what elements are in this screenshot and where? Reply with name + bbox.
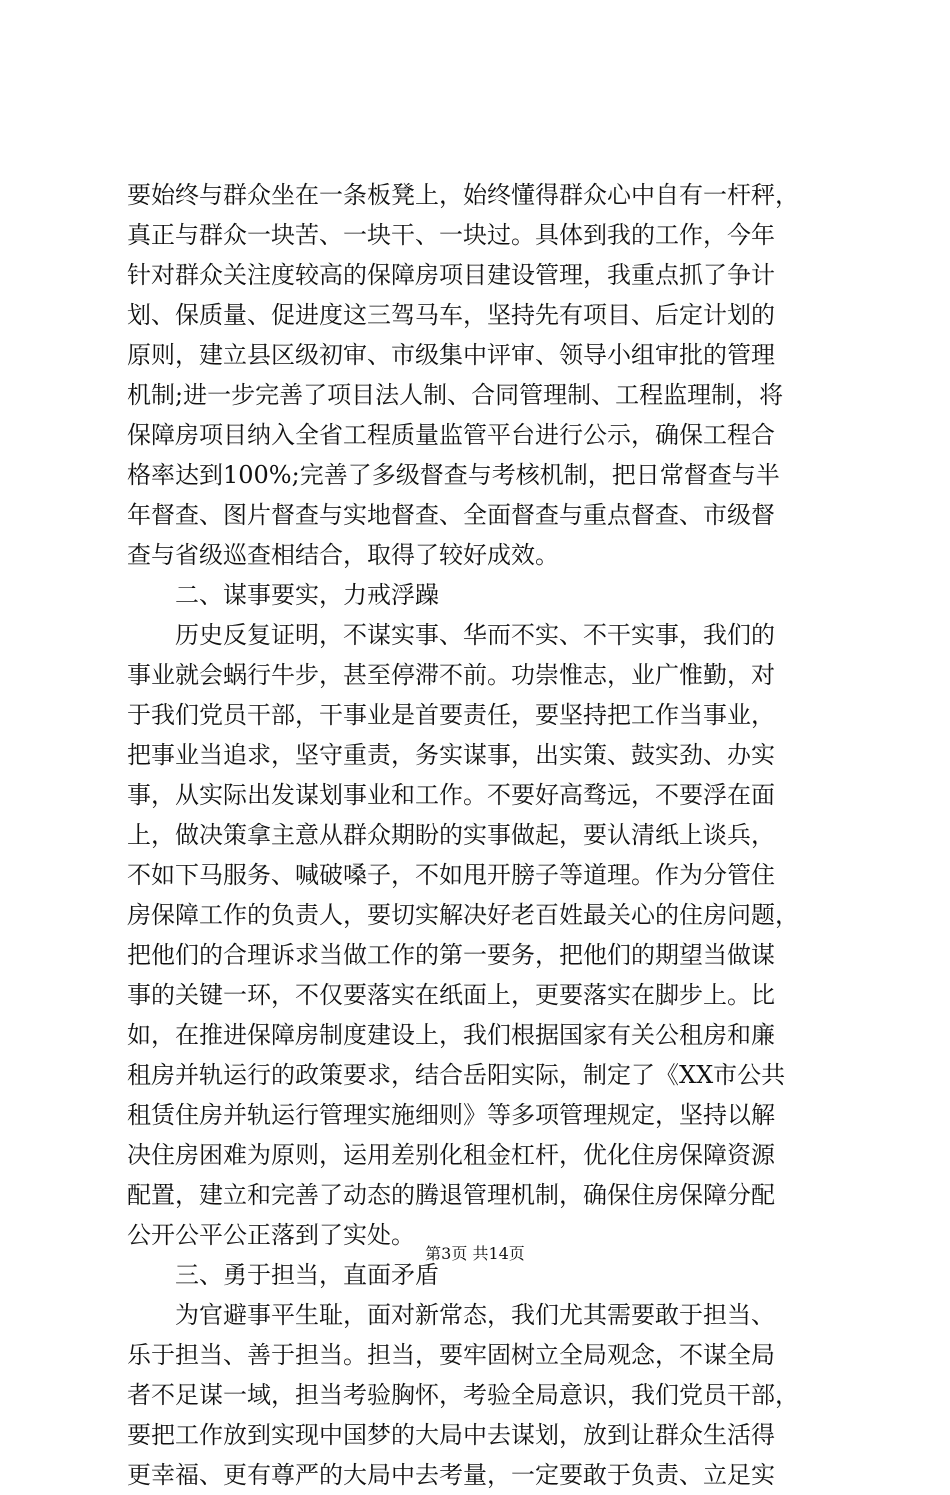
text-line: 把他们的合理诉求当做工作的第一要务，把他们的期望当做谋 [127,941,775,969]
text-line: 格率达到100%;完善了多级督查与考核机制，把日常督查与半 [127,461,780,489]
text-line: 要把工作放到实现中国梦的大局中去谋划，放到让群众生活得 [127,1421,775,1449]
text-line: 真正与群众一块苦、一块干、一块过。具体到我的工作，今年 [127,221,775,249]
text-line: 如，在推进保障房制度建设上，我们根据国家有关公租房和廉 [127,1021,775,1049]
text-line: 租赁住房并轨运行管理实施细则》等多项管理规定，坚持以解 [127,1101,775,1129]
text-line: 要始终与群众坐在一条板凳上，始终懂得群众心中自有一杆秤， [127,181,799,209]
text-line: 原则，建立县区级初审、市级集中评审、领导小组审批的管理 [127,341,775,369]
text-line: 保障房项目纳入全省工程质量监管平台进行公示，确保工程合 [127,421,775,449]
page-number-footer: 第3页 共14页 [425,1244,525,1263]
text-line: 决住房困难为原则，运用差别化租金杠杆，优化住房保障资源 [127,1141,775,1169]
text-line: 事，从实际出发谋划事业和工作。不要好高骛远，不要浮在面 [127,781,775,809]
text-line: 为官避事平生耻，面对新常态，我们尤其需要敢于担当、 [175,1301,775,1329]
text-line: 历史反复证明，不谋实事、华而不实、不干实事，我们的 [175,621,775,649]
section-heading: 三、勇于担当，直面矛盾 [175,1261,439,1289]
text-line: 事业就会蜗行牛步，甚至停滞不前。功崇惟志，业广惟勤，对 [127,661,775,689]
text-line: 上，做决策拿主意从群众期盼的实事做起，要认清纸上谈兵， [127,821,775,849]
text-line: 机制;进一步完善了项目法人制、合同管理制、工程监理制，将 [127,381,784,409]
text-line: 房保障工作的负责人，要切实解决好老百姓最关心的住房问题， [127,901,799,929]
text-line: 不如下马服务、喊破嗓子，不如甩开膀子等道理。作为分管住 [127,861,775,889]
text-line: 配置，建立和完善了动态的腾退管理机制，确保住房保障分配 [127,1181,775,1209]
text-line: 事的关键一环，不仅要落实在纸面上，更要落实在脚步上。比 [127,981,775,1009]
text-line: 把事业当追求，坚守重责，务实谋事，出实策、鼓实劲、办实 [127,741,775,769]
text-line: 针对群众关注度较高的保障房项目建设管理，我重点抓了争计 [127,261,775,289]
text-line: 乐于担当、善于担当。担当，要牢固树立全局观念，不谋全局 [127,1341,775,1369]
body-text [127,175,827,1495]
section-heading: 二、谋事要实，力戒浮躁 [175,581,439,609]
text-line: 查与省级巡查相结合，取得了较好成效。 [127,541,559,569]
text-line: 于我们党员干部，干事业是首要责任，要坚持把工作当事业， [127,701,775,729]
text-line: 年督查、图片督查与实地督查、全面督查与重点督查、市级督 [127,501,775,529]
text-line: 划、保质量、促进度这三驾马车，坚持先有项目、后定计划的 [127,301,775,329]
text-line: 者不足谋一域，担当考验胸怀，考验全局意识，我们党员干部， [127,1381,799,1409]
text-line: 公开公平公正落到了实处。 [127,1221,415,1249]
text-line: 租房并轨运行的政策要求，结合岳阳实际，制定了《XX市公共 [127,1061,786,1089]
text-line: 更幸福、更有尊严的大局中去考量，一定要敢于负责、立足实 [127,1461,775,1489]
